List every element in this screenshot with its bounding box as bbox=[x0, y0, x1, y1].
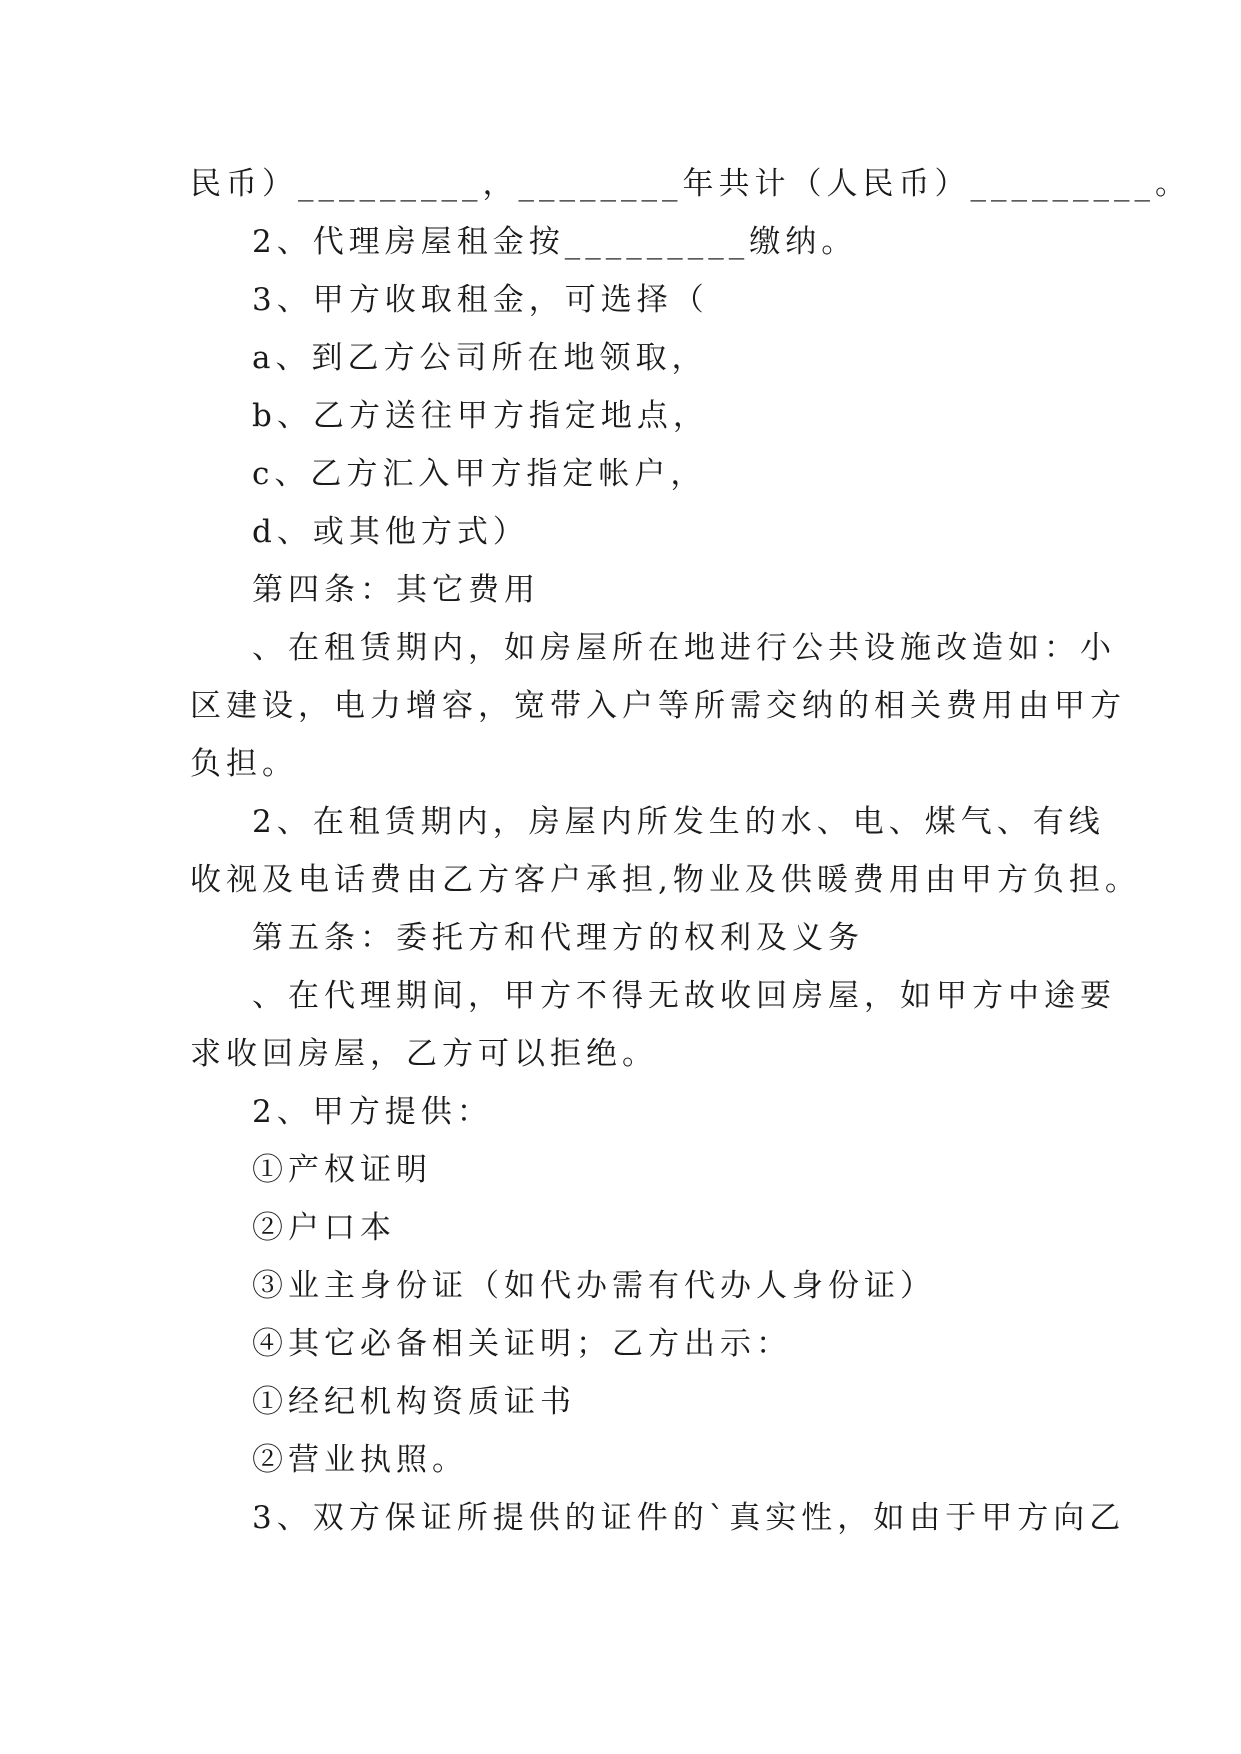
text-line: ①产权证明 bbox=[252, 1152, 432, 1188]
text-line: 收视及电话费由乙方客户承担,物业及供暖费用由甲方负担。 bbox=[190, 862, 1141, 898]
text-line: c、乙方汇入甲方指定帐户， bbox=[252, 456, 707, 492]
text-line: ④其它必备相关证明；乙方出示： bbox=[252, 1326, 792, 1362]
text-line: d、或其他方式） bbox=[252, 514, 529, 550]
text-line: 2、甲方提供： bbox=[252, 1094, 493, 1130]
text-line: 求收回房屋，乙方可以拒绝。 bbox=[190, 1036, 658, 1072]
text-line: 2、在租赁期内，房屋内所发生的水、电、煤气、有线 bbox=[252, 804, 1105, 840]
text-line: ③业主身份证（如代办需有代办人身份证） bbox=[252, 1268, 936, 1304]
text-line: a、到乙方公司所在地领取， bbox=[252, 340, 708, 376]
text-line: b、乙方送往甲方指定地点， bbox=[252, 398, 709, 434]
text-line: 3、双方保证所提供的证件的`真实性，如由于甲方向乙 bbox=[252, 1500, 1126, 1536]
section-heading: 第四条：其它费用 bbox=[252, 572, 540, 608]
text-line: 负担。 bbox=[190, 746, 298, 782]
text-line: ②户口本 bbox=[252, 1210, 396, 1246]
text-line: ①经纪机构资质证书 bbox=[252, 1384, 576, 1420]
text-line: 、在代理期间，甲方不得无故收回房屋，如甲方中途要 bbox=[252, 978, 1116, 1014]
text-line: 、在租赁期内，如房屋所在地进行公共设施改造如：小 bbox=[252, 630, 1116, 666]
text-line: 区建设，电力增容，宽带入户等所需交纳的相关费用由甲方 bbox=[190, 688, 1126, 724]
text-line: 民币）_________，________年共计（人民币）_________。 bbox=[190, 166, 1191, 202]
text-line: ②营业执照。 bbox=[252, 1442, 468, 1478]
section-heading: 第五条：委托方和代理方的权利及义务 bbox=[252, 920, 864, 956]
text-line: 2、代理房屋租金按_________缴纳。 bbox=[252, 224, 858, 260]
text-line: 3、甲方收取租金，可选择（ bbox=[252, 282, 709, 318]
